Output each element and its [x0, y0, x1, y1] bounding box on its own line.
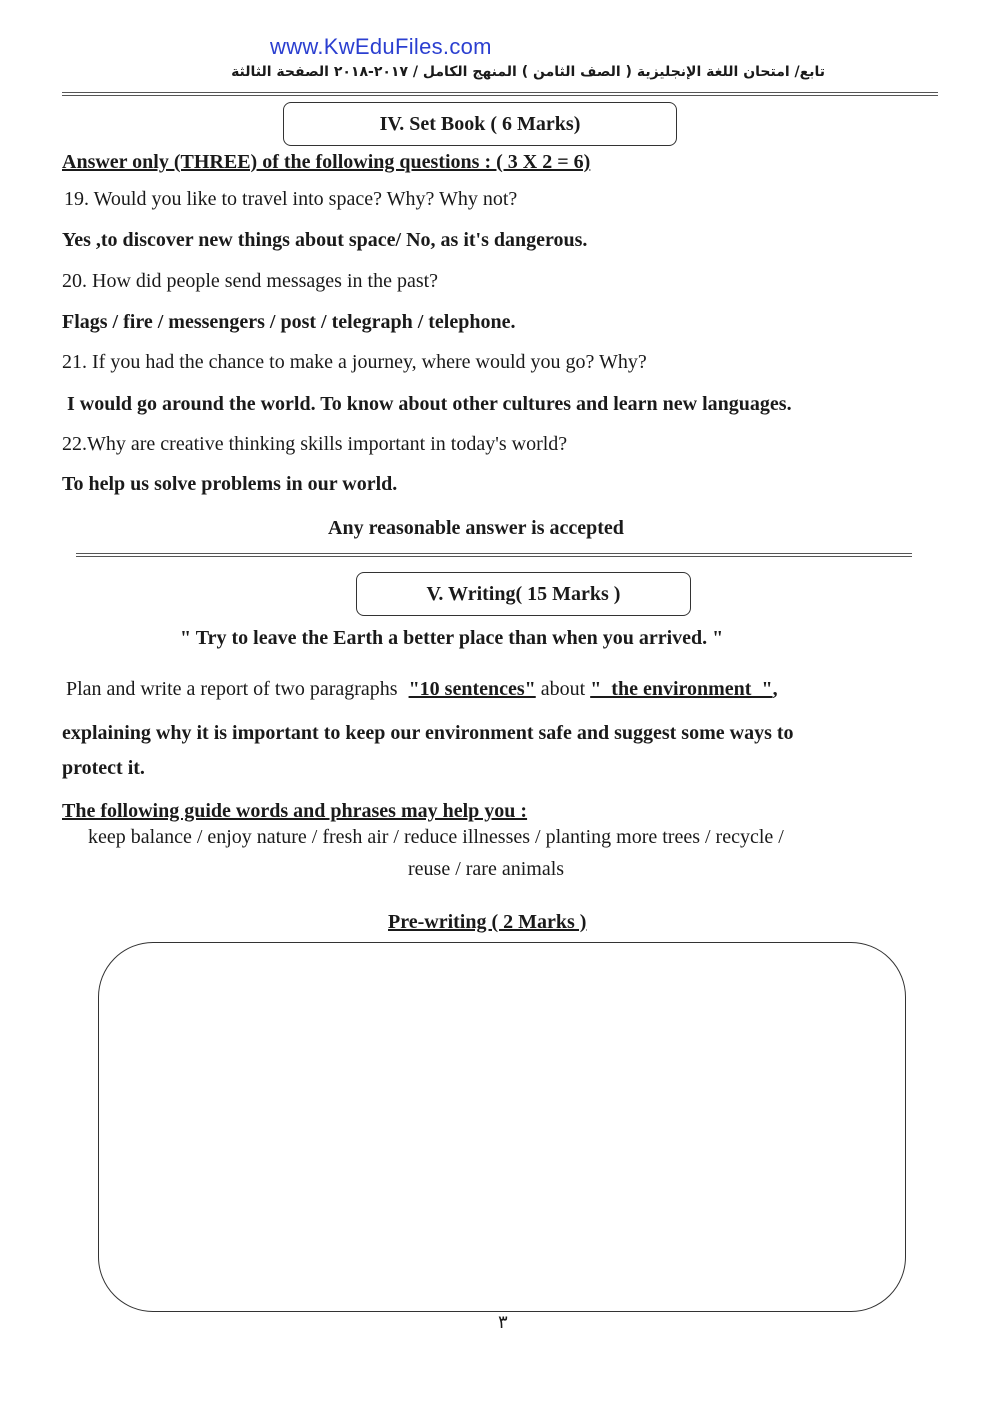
guide-words-line-1: keep balance / enjoy nature / fresh air / reduce illnesses / planting more trees / recycle /	[88, 826, 784, 848]
question-19: 19. Would you like to travel into space? Why? Why not?	[64, 188, 518, 210]
section-4-note: Any reasonable answer is accepted	[328, 517, 624, 539]
writing-prompt-line-3: protect it.	[62, 757, 145, 779]
section-4-instruction: Answer only (THREE) of the following questions : ( 3 X 2 = 6)	[62, 151, 591, 173]
question-20: 20. How did people send messages in the past?	[62, 270, 439, 292]
section-4-title-box	[283, 102, 677, 146]
section-5-title-box	[356, 572, 691, 616]
prompt-comma: ,	[772, 678, 778, 700]
writing-quote: " Try to leave the Earth a better place than when you arrived. "	[180, 627, 724, 649]
page-number: ٣	[498, 1312, 508, 1333]
exam-header: تابع/ امتحان اللغة الإنجليزية ( الصف الثامن ) المنهج الكامل / ٢٠١٧-٢٠١٨ الصفحة الثالثة	[231, 64, 825, 80]
section-divider	[76, 553, 912, 557]
prompt-sentence-count: "10 sentences"	[408, 678, 536, 700]
prompt-about: about	[540, 678, 586, 700]
header-divider	[62, 92, 938, 96]
section-4-title: IV. Set Book ( 6 Marks)	[379, 113, 581, 135]
guide-words-line-2: reuse / rare animals	[408, 858, 565, 880]
prewriting-title: Pre-writing ( 2 Marks )	[388, 911, 587, 933]
writing-prompt-line-1	[66, 678, 778, 701]
answer-22: To help us solve problems in our world.	[62, 473, 398, 495]
writing-prompt-line-2: explaining why it is important to keep our environment safe and suggest some ways to	[62, 722, 794, 744]
website-url[interactable]: www.KwEduFiles.com	[270, 34, 492, 59]
answer-20: Flags / fire / messengers / post / telegraph / telephone.	[62, 311, 516, 333]
prompt-text: Plan and write a report of two paragraphs	[66, 678, 398, 700]
guide-heading: The following guide words and phrases may help you :	[62, 800, 528, 822]
answer-21: I would go around the world. To know about other cultures and learn new languages.	[67, 393, 792, 415]
question-22: 22.Why are creative thinking skills important in today's world?	[62, 433, 568, 455]
question-21: 21. If you had the chance to make a journey, where would you go? Why?	[62, 351, 647, 373]
section-5-title: V. Writing( 15 Marks )	[426, 583, 621, 605]
answer-19: Yes ,to discover new things about space/ No, as it's dangerous.	[62, 229, 588, 251]
prewriting-answer-box[interactable]	[98, 942, 906, 1312]
prompt-topic: " the environment "	[590, 678, 773, 700]
